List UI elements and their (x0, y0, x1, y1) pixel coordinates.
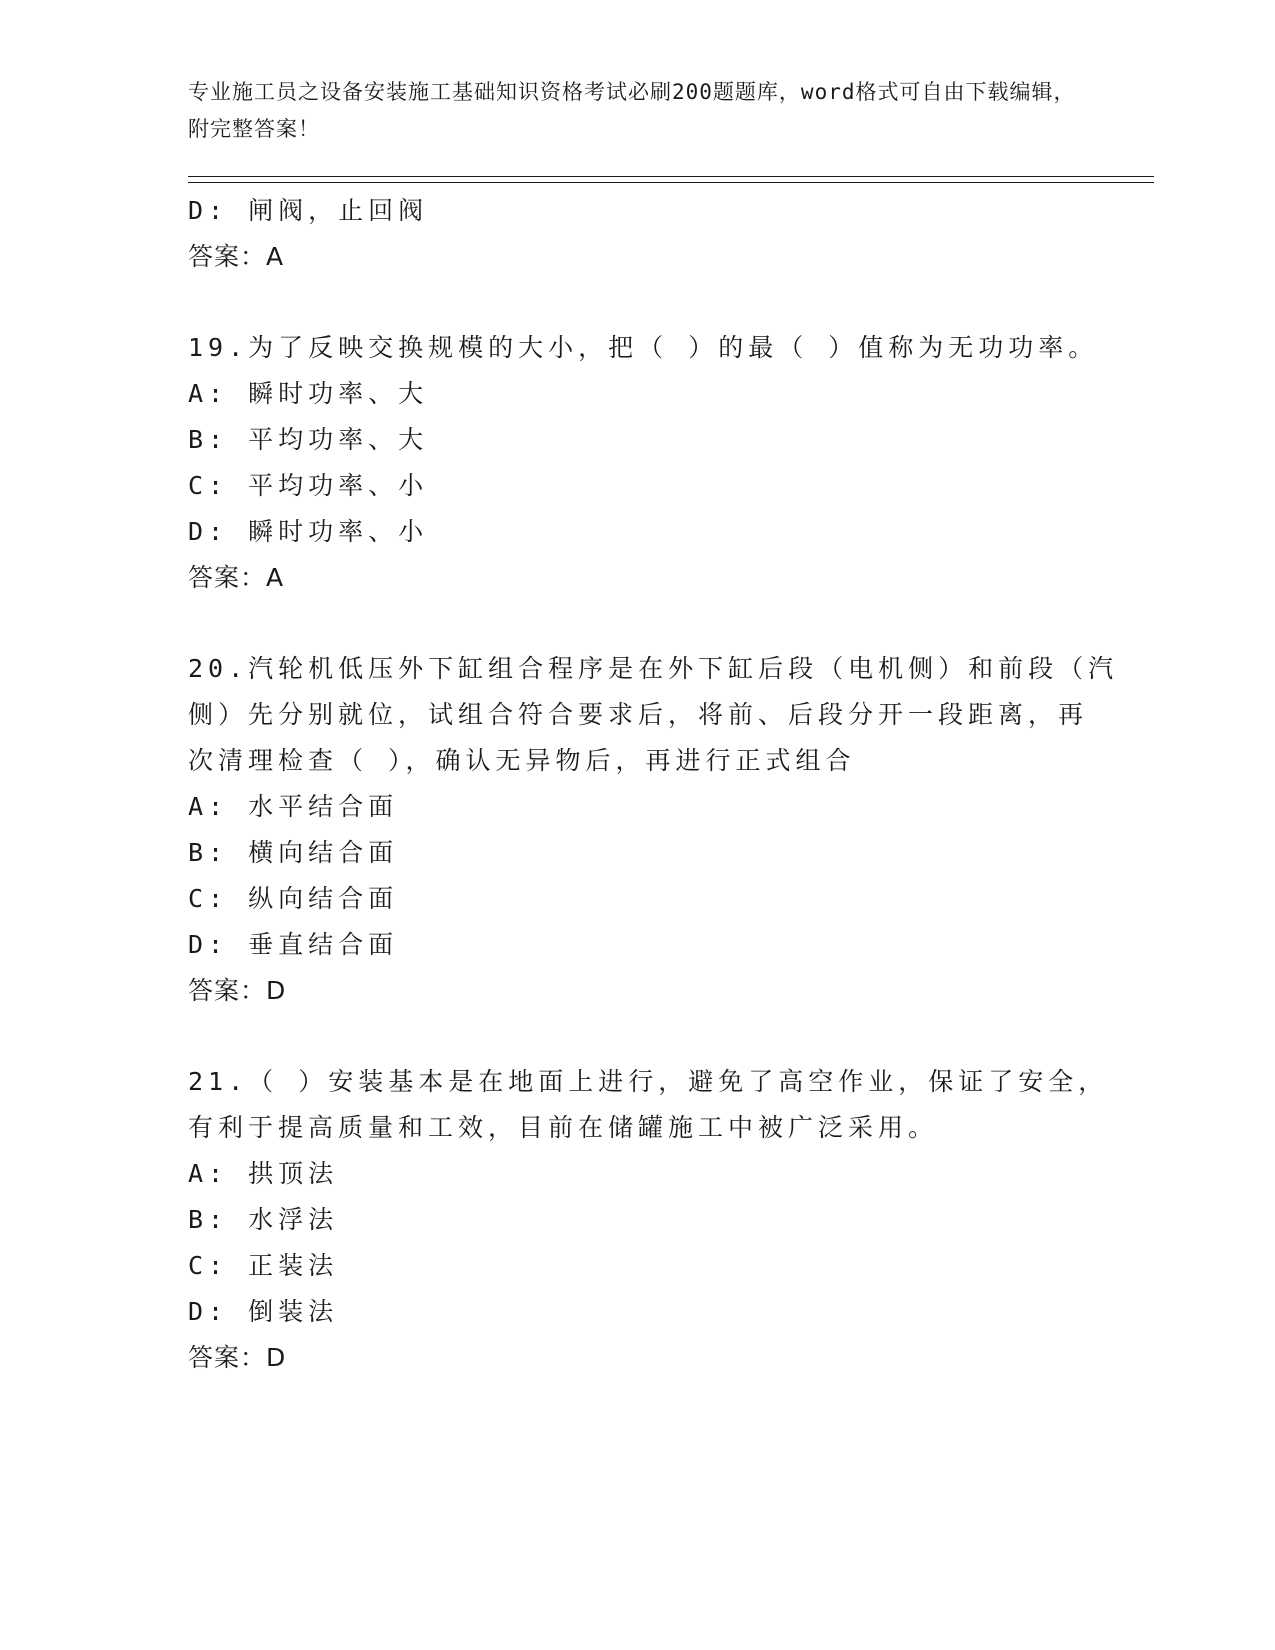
spacer (188, 601, 1088, 646)
answer-line: 答案：D (188, 976, 287, 1005)
option-a: A: 水平结合面 (188, 792, 399, 821)
header-divider-top (188, 176, 1154, 177)
option-d: D: 瞬时功率、小 (188, 517, 429, 546)
option-a: A: 瞬时功率、大 (188, 379, 429, 408)
option-b: B: 横向结合面 (188, 838, 399, 867)
question-19 (188, 325, 1099, 601)
option-b: B: 平均功率、大 (188, 425, 429, 454)
question-21 (188, 1059, 1109, 1381)
answer-line: 答案：D (188, 1343, 287, 1372)
option-d: D: 垂直结合面 (188, 930, 399, 959)
question-text: 19.为了反映交换规模的大小，把（ ）的最（ ）值称为无功功率。 (188, 333, 1099, 362)
option-c: C: 正装法 (188, 1251, 339, 1280)
spacer (188, 280, 1088, 325)
answer-line: 答案：A (188, 563, 285, 592)
header-divider-bottom (188, 182, 1154, 183)
option-b: B: 水浮法 (188, 1205, 339, 1234)
option-c: C: 纵向结合面 (188, 884, 399, 913)
option-c: C: 平均功率、小 (188, 471, 429, 500)
question-20 (188, 646, 1119, 1014)
document-header: 专业施工员之设备安装施工基础知识资格考试必刷200题题库，word格式可自由下载编辑，附完整答案！ (188, 80, 1076, 141)
question-list (188, 188, 1119, 1381)
question-text-line-2: 有利于提高质量和工效，目前在储罐施工中被广泛采用。 (188, 1113, 939, 1142)
option-d: D: 倒装法 (188, 1297, 339, 1326)
option-d: D: 闸阀，止回阀 (188, 196, 429, 225)
spacer (188, 1014, 1088, 1059)
question-text-line-1: 20.汽轮机低压外下缸组合程序是在外下缸后段（电机侧）和前段（汽 (188, 654, 1119, 683)
question-text-line-2: 侧）先分别就位，试组合符合要求后，将前、后段分开一段距离，再 (188, 700, 1089, 729)
answer-line: 答案：A (188, 242, 285, 271)
option-a: A: 拱顶法 (188, 1159, 339, 1188)
question-text-line-3: 次清理检查（ ），确认无异物后，再进行正式组合 (188, 746, 856, 775)
question-text-line-1: 21.（ ）安装基本是在地面上进行，避免了高空作业，保证了安全， (188, 1067, 1109, 1096)
